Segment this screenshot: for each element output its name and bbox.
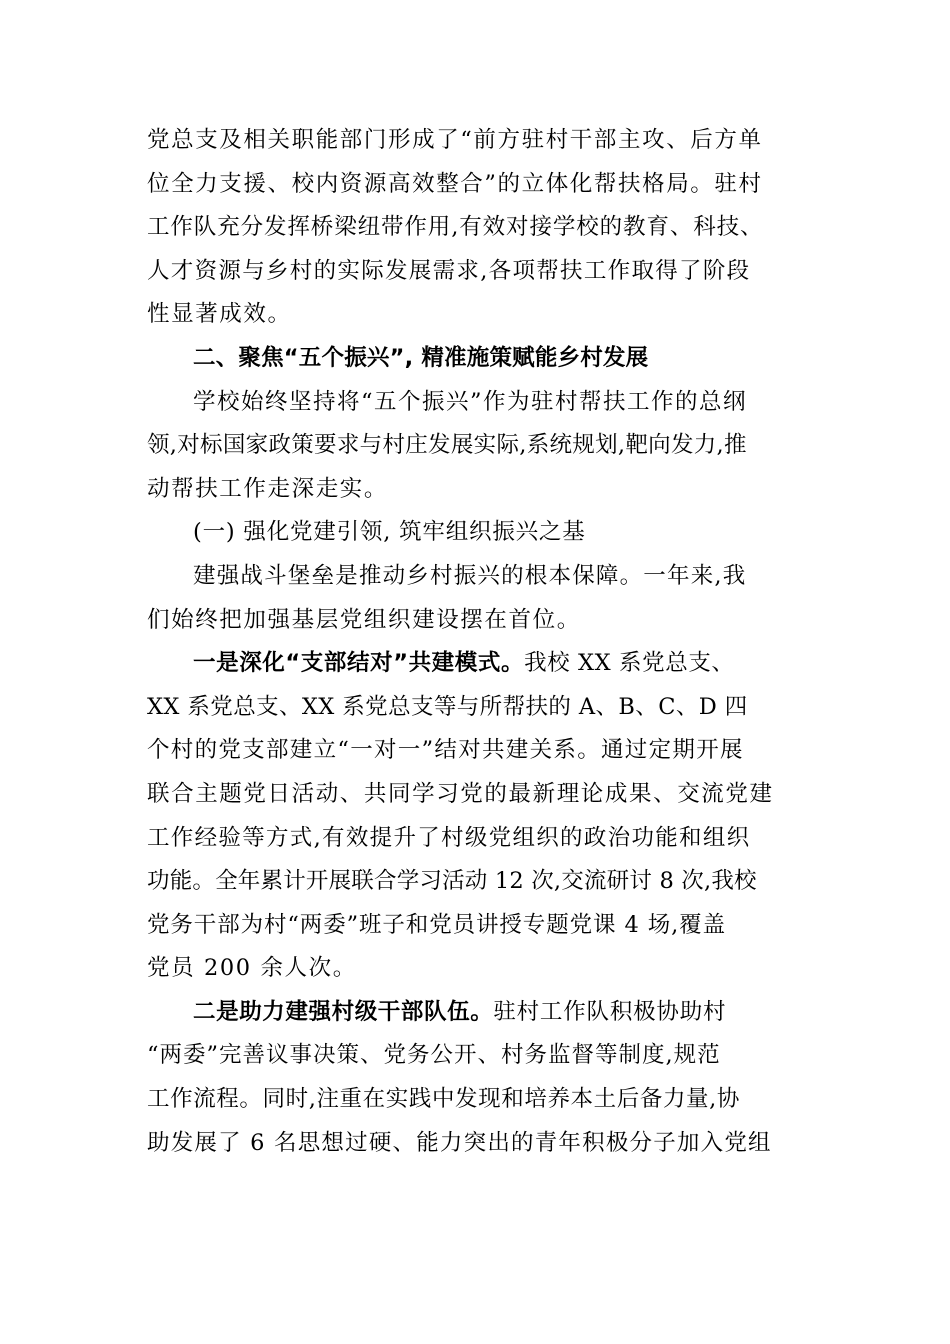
section-heading-five-revitalizations: 二、聚焦“五个振兴”, 精准施策赋能乡村发展	[193, 344, 649, 371]
text-line-lead	[147, 642, 807, 686]
text-line: 工作队充分发挥桥梁纽带作用,有效对接学校的教育、科技、	[147, 214, 764, 241]
text-line: 党务干部为村“两委”班子和党员讲授专题党课 4 场,覆盖	[147, 911, 726, 938]
text-line: 人才资源与乡村的实际发展需求,各项帮扶工作取得了阶段	[147, 257, 751, 284]
text-line: 工作流程。同时,注重在实践中发现和培养本土后备力量,协	[147, 1086, 741, 1113]
text-line: 功能。全年累计开展联合学习活动 12 次,交流研讨 8 次,我校	[147, 868, 757, 895]
text-line: 位全力支援、校内资源高效整合”的立体化帮扶格局。驻村	[147, 170, 763, 197]
text-line: 动帮扶工作走深走实。	[147, 475, 389, 502]
text-line: 工作经验等方式,有效提升了村级党组织的政治功能和组织	[147, 824, 751, 851]
text-line: 助发展了 6 名思想过硬、能力突出的青年积极分子加入党组	[147, 1129, 772, 1156]
lead-sentence-bold: 一是深化“支部结对”共建模式。	[193, 650, 525, 677]
paragraph-intro-continuation	[147, 119, 807, 337]
text-line: 个村的党支部建立“一对一”结对共建关系。通过定期开展	[147, 737, 744, 764]
text-line: 学校始终坚持将“五个振兴”作为驻村帮扶工作的总纲	[193, 388, 748, 415]
text-line: 建强战斗堡垒是推动乡村振兴的根本保障。一年来,我	[193, 562, 747, 589]
text-line: 党员 200 余人次。	[147, 955, 357, 982]
text-line: 领,对标国家政策要求与村庄发展实际,系统规划,靶向发力,推	[147, 432, 747, 459]
text-line: 党总支及相关职能部门形成了“前方驻村干部主攻、后方单	[147, 127, 763, 153]
paragraph-village-cadres	[147, 991, 807, 1165]
document-page	[147, 119, 807, 1165]
text-line: 联合主题党日活动、共同学习党的最新理论成果、交流党建	[147, 780, 774, 807]
paragraph-party-building-intro	[147, 555, 807, 642]
text-line: “两委”完善议事决策、党务公开、村务监督等制度,规范	[147, 1042, 721, 1069]
text-line-lead	[147, 991, 807, 1035]
lead-rest: 我校 XX 系党总支、	[524, 650, 735, 677]
text-line: 们始终把加强基层党组织建设摆在首位。	[147, 606, 581, 633]
lead-rest: 驻村工作队积极协助村	[493, 998, 727, 1025]
paragraph-branch-pairing	[147, 642, 807, 991]
text-line: XX 系党总支、XX 系党总支等与所帮扶的 A、B、C、D 四	[147, 693, 748, 720]
lead-sentence-bold: 二是助力建强村级干部队伍。	[193, 998, 494, 1025]
subsection-heading-party-building: (一) 强化党建引领, 筑牢组织振兴之基	[193, 519, 586, 546]
text-line: 性显著成效。	[147, 301, 292, 328]
paragraph-section-intro	[147, 381, 807, 512]
